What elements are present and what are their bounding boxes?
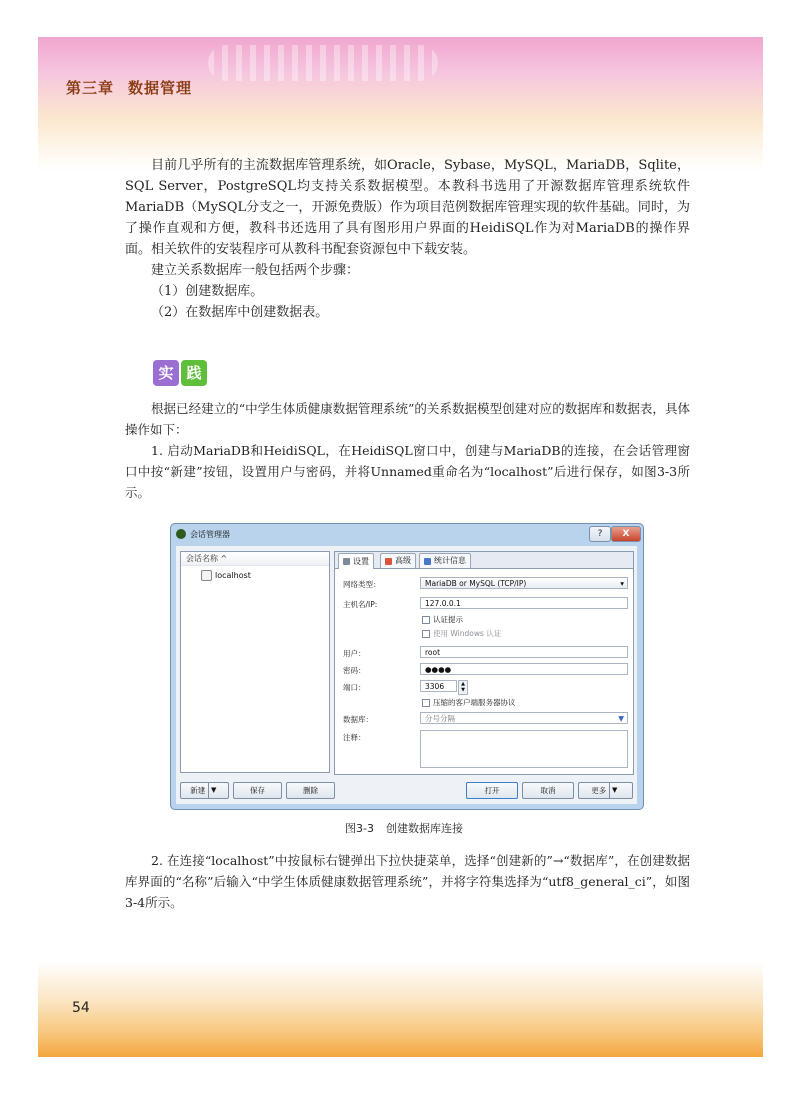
intro-section [125,155,690,323]
intro-steps-lead: 建立关系数据库一般包括两个步骤： [151,263,360,278]
tab-settings-label: 设置 [353,556,369,566]
comment-label: 注释： [343,733,366,742]
database-input[interactable] [420,712,628,724]
comment-textarea[interactable] [420,730,628,768]
window-title: 会话管理器 [190,530,230,539]
network-type-label: 网络类型： [343,580,381,589]
password-label: 密码： [343,666,366,675]
window-body [176,546,637,804]
page-number: 54 [72,1000,90,1016]
settings-pane [334,551,634,775]
badge-char-2: 践 [181,360,207,386]
port-input[interactable]: 3306 [420,680,457,692]
practice-badge [153,360,207,386]
cancel-button[interactable]: 取消 [522,782,574,799]
more-button-label: 更多 [591,786,607,795]
close-button[interactable]: X [611,526,641,542]
intro-step-1: （1）创建数据库。 [151,284,264,299]
practice-step-2: 2. 在连接“localhost”中按鼠标右键弹出下拉快捷菜单，选择“创建新的”→“数据库”，在创建数据库界面的“名称”后输入“中学生体质健康数据管理系统”，并将字符集选择为“utf8_general_ci”，如图3-4所示。 [125,853,690,910]
more-dropdown-icon[interactable]: ▼ [609,783,620,798]
session-manager-window [170,523,644,810]
tab-strip [335,552,633,569]
figure-number: 图3-3 [345,822,374,835]
session-icon [201,570,212,581]
chapter-heading [66,77,206,98]
new-dropdown-icon[interactable]: ▼ [208,783,219,798]
database-placeholder: 分号分隔 [425,714,455,723]
step2-section [125,850,690,913]
save-button[interactable]: 保存 [233,782,282,799]
windows-auth-label: 使用 Windows 认证 [433,629,502,638]
window-titlebar [171,524,643,544]
session-item-localhost[interactable] [201,570,251,581]
windows-auth-checkbox[interactable] [422,628,501,639]
footer-band [38,962,763,1057]
app-icon [176,529,186,539]
tab-advanced[interactable] [380,553,416,568]
chapter-number: 第三章 [66,79,115,97]
wrench-icon [343,558,350,565]
database-label: 数据库： [343,715,373,724]
new-button[interactable] [180,782,229,799]
help-button[interactable]: ? [589,526,611,542]
host-input[interactable]: 127.0.0.1 [420,597,628,609]
user-label: 用户： [343,649,366,658]
port-label: 端口： [343,683,366,692]
badge-char-1: 实 [153,360,179,386]
practice-section [125,398,690,503]
password-input[interactable]: ●●●● [420,663,628,675]
intro-paragraph: 目前几乎所有的主流数据库管理系统，如Oracle，Sybase，MySQL，MariaDB，Sqlite，SQL Server，PostgreSQL均支持关系数据模型。本教科书选用了开源数据库管理系统软件MariaDB（MySQL分支之一，开源免费版）作为项目范例数据库管理实现的软件基础。同时，为了操作直观和方便，教科书还选用了具有图形用户界面的HeidiSQL作为对MariaDB的操作界面。相关软件的安装程序可从教科书配套资源包中下载安装。 [125,158,690,257]
practice-paragraph: 根据已经建立的“中学生体质健康数据管理系统”的关系数据模型创建对应的数据库和数据表，具体操作如下： [125,401,690,437]
filter-icon: ▼ [618,714,624,723]
network-type-select[interactable] [420,577,628,589]
compressed-protocol-label: 压缩的客户端服务器协议 [433,698,516,707]
new-button-label: 新建 [190,786,206,795]
network-type-value: MariaDB or MySQL (TCP/IP) [425,579,527,588]
figure-title: 创建数据库连接 [385,822,463,835]
tree-header[interactable]: 会话名称 ^ [181,552,329,566]
dropdown-arrow-icon: ▾ [620,579,624,588]
header-band [38,37,763,172]
open-button[interactable]: 打开 [466,782,518,799]
compressed-protocol-checkbox[interactable] [422,697,516,708]
delete-button[interactable]: 删除 [286,782,335,799]
auth-prompt-checkbox[interactable] [422,614,463,625]
figure-caption [345,820,475,836]
checkbox-box [422,616,430,624]
tab-settings[interactable] [338,553,374,569]
intro-step-2: （2）在数据库中创建数据表。 [151,305,329,320]
practice-step-1: 1. 启动MariaDB和HeidiSQL，在HeidiSQL窗口中，创建与MariaDB的连接，在会话管理窗口中按“新建”按钮，设置用户与密码，并将Unnamed重命名为“localhost”后进行保存，如图3-3所示。 [125,443,690,500]
bar-chart-icon [424,558,431,565]
tab-statistics-label: 统计信息 [434,556,466,565]
header-decoration [208,45,438,81]
tab-statistics[interactable] [419,553,471,568]
port-spinner[interactable]: ▲ ▼ [458,680,468,695]
checkbox-box [422,699,430,707]
chapter-title: 数据管理 [128,79,193,97]
more-button[interactable] [578,782,633,799]
session-label: localhost [215,571,251,580]
host-label: 主机名/IP: [343,600,378,609]
checkbox-box [422,630,430,638]
session-tree[interactable] [180,551,330,773]
pencil-icon [385,558,392,565]
auth-prompt-label: 认证提示 [433,615,463,624]
tab-advanced-label: 高级 [395,556,411,565]
user-input[interactable]: root [420,646,628,658]
